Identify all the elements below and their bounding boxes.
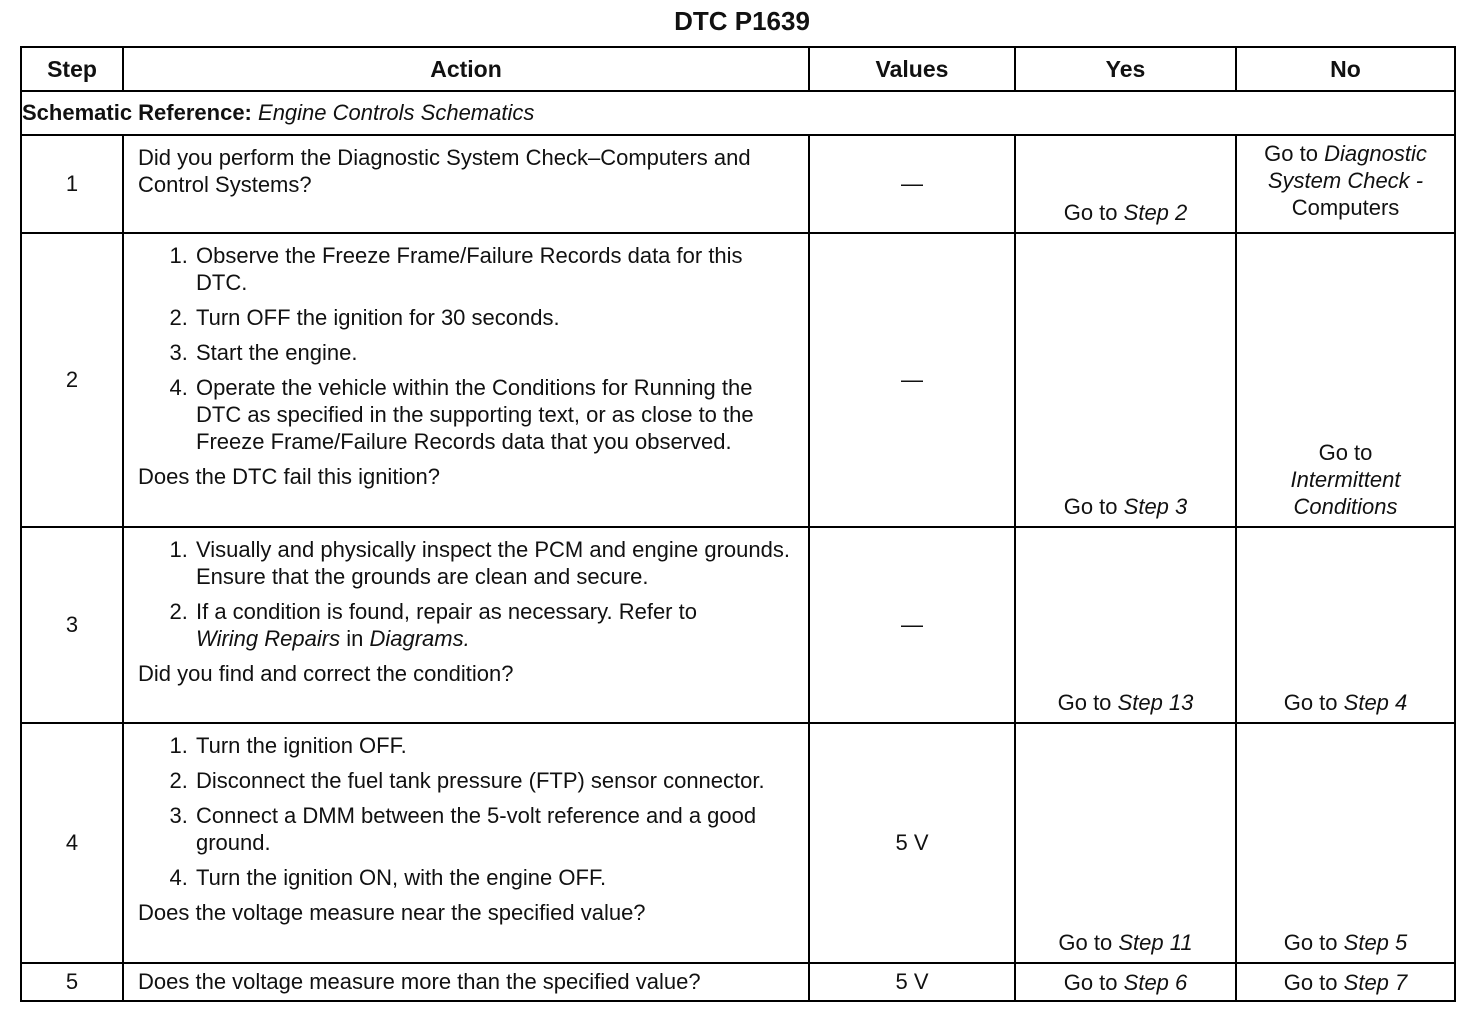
step-row-3	[21, 527, 1455, 723]
no-cell	[1236, 723, 1455, 963]
go-to-text: Go to	[1057, 690, 1112, 715]
action-cell	[123, 723, 809, 963]
action-item: 1. Observe the Freeze Frame/Failure Records data for this DTC.	[194, 242, 794, 296]
go-to-text: Go to	[1283, 969, 1338, 995]
action-item: 2. Disconnect the fuel tank pressure (FTP) sensor connector.	[194, 767, 794, 794]
no-link-part2: Conditions	[1293, 494, 1398, 519]
schematic-reference-row	[21, 91, 1455, 135]
yes-cell	[1015, 135, 1236, 233]
step-number: 5	[21, 963, 123, 1001]
value-cell: —	[809, 233, 1015, 527]
step-row-4	[21, 723, 1455, 963]
action-cell	[123, 233, 809, 527]
no-cell	[1236, 135, 1455, 233]
header-no: No	[1236, 47, 1455, 91]
action-item-text: in	[346, 626, 364, 651]
action-item: 2. Turn OFF the ignition for 30 seconds.	[194, 304, 794, 331]
action-list	[138, 732, 794, 891]
no-link-part1: Diagnostic	[1324, 141, 1427, 166]
value-cell: —	[809, 135, 1015, 233]
go-to-text: Go to	[1283, 690, 1338, 715]
schematic-reference-label: Schematic Reference:	[22, 100, 252, 125]
step-number: 2	[21, 233, 123, 527]
yes-cell	[1015, 963, 1236, 1001]
diagnostic-table	[20, 46, 1456, 1002]
header-action: Action	[123, 47, 809, 91]
go-to-text: Go to	[1063, 200, 1118, 225]
no-step-link: Step 4	[1343, 690, 1408, 715]
yes-step-link: Step 3	[1123, 494, 1188, 519]
no-step-link: Step 5	[1343, 930, 1408, 955]
no-link-tail: Computers	[1291, 195, 1400, 220]
action-question: Does the voltage measure near the specified value?	[138, 900, 646, 925]
no-cell	[1236, 963, 1455, 1001]
yes-step-link: Step 13	[1117, 690, 1194, 715]
action-item	[194, 598, 794, 652]
value-cell: 5 V	[809, 723, 1015, 963]
action-list	[138, 536, 794, 652]
yes-cell	[1015, 233, 1236, 527]
action-item: 4. Turn the ignition ON, with the engine OFF.	[194, 864, 794, 891]
go-to-text: Go to	[1063, 494, 1118, 519]
header-row	[21, 47, 1455, 91]
no-link-part1: Intermittent	[1290, 467, 1401, 492]
action-item: 1. Visually and physically inspect the PCM and engine grounds. Ensure that the grounds are clean and secure.	[194, 536, 794, 590]
no-cell	[1236, 527, 1455, 723]
no-cell	[1236, 233, 1455, 527]
go-to-text: Go to	[1283, 930, 1338, 955]
yes-step-link: Step 6	[1123, 969, 1188, 995]
go-to-text: Go to	[1058, 930, 1113, 955]
go-to-text: Go to	[1063, 969, 1118, 995]
action-list	[138, 242, 794, 455]
action-cell	[123, 527, 809, 723]
action-question: Did you find and correct the condition?	[138, 661, 514, 686]
action-text: Does the voltage measure more than the specified value?	[123, 963, 809, 1001]
header-yes: Yes	[1015, 47, 1236, 91]
action-item: 3. Connect a DMM between the 5-volt reference and a good ground.	[194, 802, 794, 856]
step-row-5	[21, 963, 1455, 1001]
value-cell: 5 V	[809, 963, 1015, 1001]
yes-cell	[1015, 527, 1236, 723]
action-item: 3. Start the engine.	[194, 339, 794, 366]
schematic-reference-link: Engine Controls Schematics	[258, 100, 535, 125]
header-step: Step	[21, 47, 123, 91]
step-row-2	[21, 233, 1455, 527]
header-values: Values	[809, 47, 1015, 91]
action-text: Did you perform the Diagnostic System Check–Computers and Control Systems?	[123, 135, 809, 233]
wiring-repairs-link: Wiring Repairs	[196, 626, 341, 651]
yes-step-link: Step 2	[1123, 200, 1188, 225]
yes-step-link: Step 11	[1118, 930, 1193, 955]
step-number: 1	[21, 135, 123, 233]
page-title: DTC P1639	[674, 6, 810, 36]
action-item: 1. Turn the ignition OFF.	[194, 732, 794, 759]
go-to-text: Go to	[1318, 440, 1373, 465]
yes-cell	[1015, 723, 1236, 963]
step-row-1	[21, 135, 1455, 233]
action-question: Does the DTC fail this ignition?	[138, 464, 441, 489]
action-item: 4. Operate the vehicle within the Conditions for Running the DTC as specified in the supporting text, or as close to the Freeze Frame/Failure Records data that you observed.	[194, 374, 794, 455]
step-number: 3	[21, 527, 123, 723]
action-item-text: If a condition is found, repair as necessary. Refer to	[196, 599, 697, 624]
diagrams-link: Diagrams.	[369, 626, 470, 651]
value-cell: —	[809, 527, 1015, 723]
go-to-text: Go to	[1264, 141, 1318, 166]
no-link-part2: System Check -	[1267, 168, 1424, 193]
step-number: 4	[21, 723, 123, 963]
no-step-link: Step 7	[1343, 969, 1408, 995]
